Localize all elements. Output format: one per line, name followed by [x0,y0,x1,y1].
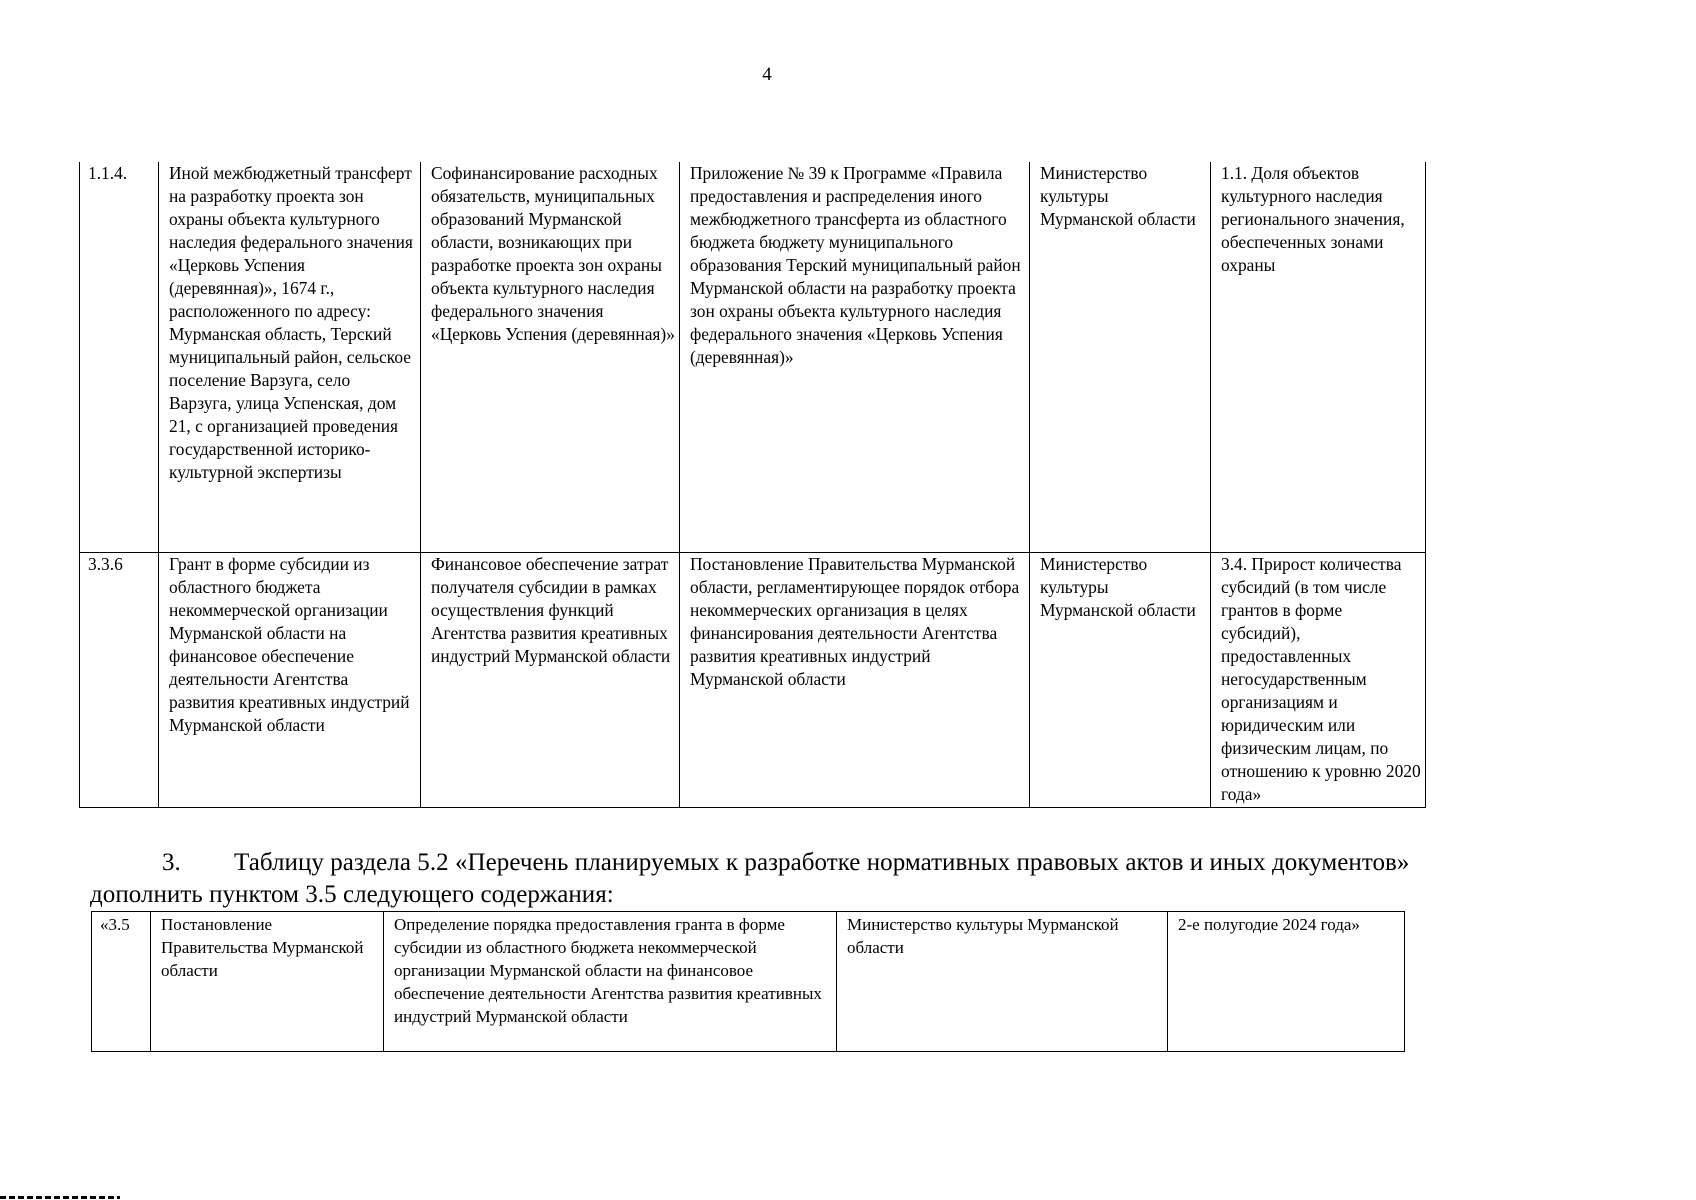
event-purpose: Финансовое обеспечение затрат получателя субсидии в рамках осуществления функций Агентства развития креативных индустрий Мурманской области [421,553,680,808]
page-number: 4 [762,64,772,85]
event-indicator: 1.1. Доля объектов культурного наследия регионального значения, обеспеченных зонами охраны [1211,162,1426,553]
program-events-table [79,162,1426,808]
row-number: 1.1.4. [80,162,159,553]
event-indicator: 3.4. Прирост количества субсидий (в том числе грантов в форме субсидий), предоставленных негосударственным организациям и юридическим или физическим лицам, по отношению к уровню 2020 года» [1211,553,1426,808]
table-row [80,553,1426,808]
scan-artifact [0,1196,120,1199]
event-name: Грант в форме субсидии из областного бюджета некоммерческой организации Мурманской области на финансовое обеспечение деятельности Агентства развития креативных индустрий Мурманской области [159,553,421,808]
act-content: Определение порядка предоставления гранта в форме субсидии из областного бюджета некоммерческой организации Мурманской области на финансовое обеспечение деятельности Агентства развития креативных индустрий Мурманской области [384,912,837,1052]
act-deadline: 2-е полугодие 2024 года» [1168,912,1405,1052]
paragraph-number: 3. [162,849,181,876]
event-executor: Министерство культуры Мурманской области [1030,162,1211,553]
event-name: Иной межбюджетный трансферт на разработку проекта зон охраны объекта культурного наследия федерального значения «Церковь Успения (деревянная)», 1674 г., расположенного по адресу: Мурманская область, Терский муниципальный район, сельское поселение Варзуга, село Варзуга, улица Успенская, дом 21, с организацией проведения государственной историко-культурной экспертизы [159,162,421,553]
row-number: «3.5 [92,912,151,1052]
event-basis: Приложение № 39 к Программе «Правила предоставления и распределения иного межбюджетного трансферта из областного бюджета бюджету муниципального образования Терский муниципальный район Мурманской области на разработку проекта зон охраны объекта культурного наследия федерального значения «Церковь Успения (деревянная)» [680,162,1030,553]
row-number: 3.3.6 [80,553,159,808]
act-type: Постановление Правительства Мурманской области [151,912,384,1052]
event-basis: Постановление Правительства Мурманской области, регламентирующее порядок отбора некоммерческих организация в целях финансирования деятельности Агентства развития креативных индустрий Мурманской области [680,553,1030,808]
event-executor: Министерство культуры Мурманской области [1030,553,1211,808]
amendment-paragraph [90,847,1435,911]
table-row [92,912,1405,1052]
normative-acts-table [91,911,1405,1052]
event-purpose: Софинансирование расходных обязательств, муниципальных образований Мурманской области, возникающих при разработке проекта зон охраны объекта культурного наследия федерального значения «Церковь Успения (деревянная)» [421,162,680,553]
act-responsible: Министерство культуры Мурманской области [837,912,1168,1052]
paragraph-text: Таблицу раздела 5.2 «Перечень планируемых к разработке нормативных правовых актов и иных документов» дополнить пунктом 3.5 следующего содержания: [90,849,1410,908]
table-row [80,162,1426,553]
